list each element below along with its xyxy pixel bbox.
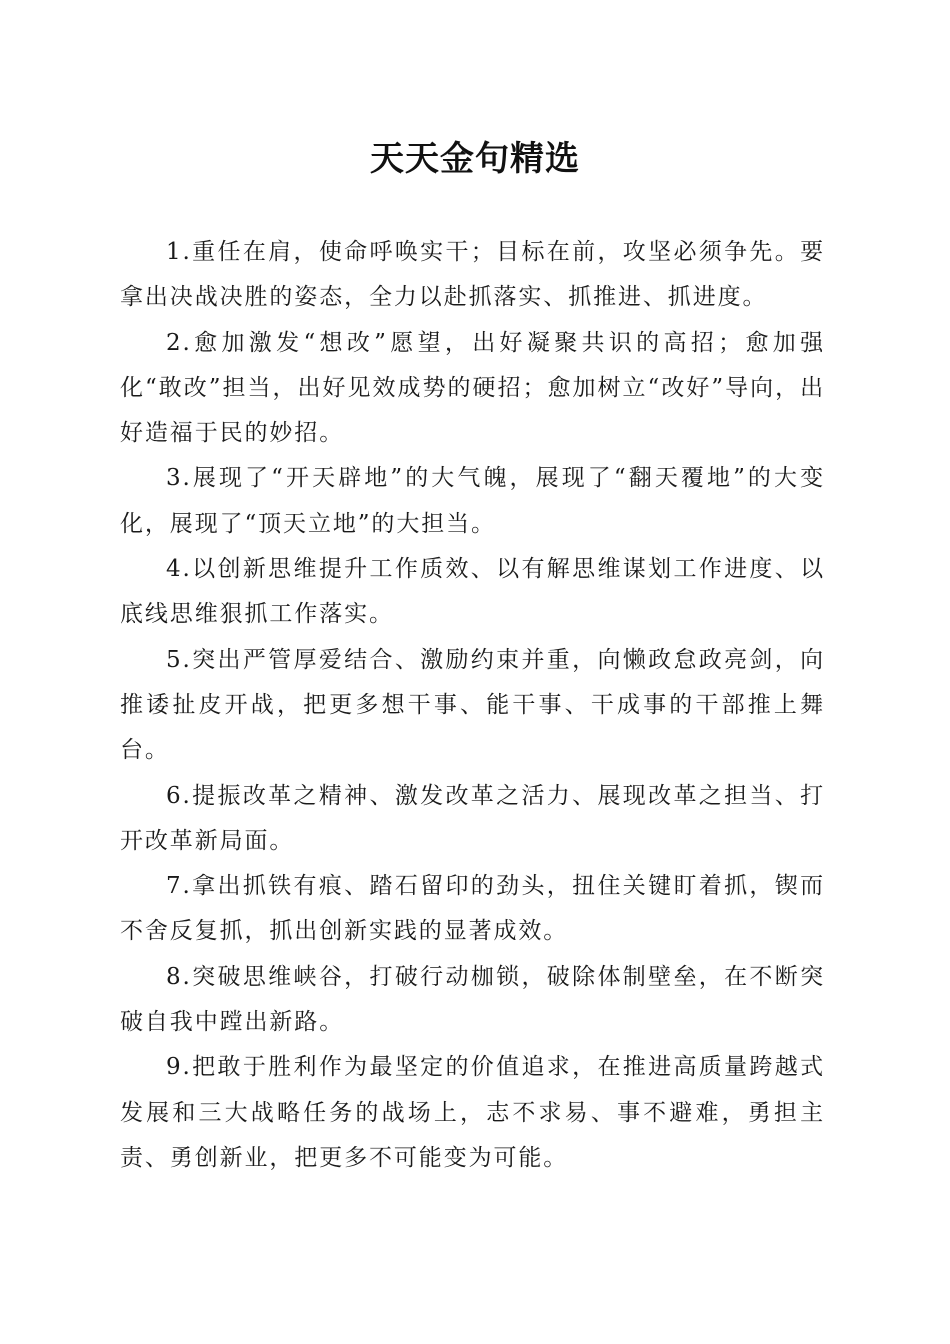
quote-paragraph-9: 9.把敢于胜利作为最坚定的价值追求，在推进高质量跨越式发展和三大战略任务的战场上，志不求易、事不避难，勇担主责、勇创新业，把更多不可能变为可能。 — [120, 1054, 825, 1171]
document-title: 天天金句精选 — [370, 139, 580, 179]
quote-paragraph-3: 3.展现了“开天辟地”的大气魄，展现了“翻天覆地”的大变化，展现了“顶天立地”的大担当。 — [120, 465, 825, 537]
document-body — [120, 230, 825, 1181]
quote-paragraph-4: 4.以创新思维提升工作质效、以有解思维谋划工作进度、以底线思维狠抓工作落实。 — [120, 556, 825, 628]
quote-paragraph-7: 7.拿出抓铁有痕、踏石留印的劲头，扭住关键盯着抓，锲而不舍反复抓，抓出创新实践的显著成效。 — [120, 873, 825, 945]
quote-paragraph-2: 2.愈加激发“想改”愿望，出好凝聚共识的高招；愈加强化“敢改”担当，出好见效成势的硬招；愈加树立“改好”导向，出好造福于民的妙招。 — [120, 329, 825, 447]
quote-paragraph-5: 5.突出严管厚爱结合、激励约束并重，向懒政怠政亮剑，向推诿扯皮开战，把更多想干事、能干事、干成事的干部推上舞台。 — [120, 646, 825, 764]
quote-paragraph-8: 8.突破思维峡谷，打破行动枷锁，破除体制壁垒，在不断突破自我中蹚出新路。 — [120, 963, 825, 1036]
quote-paragraph-6: 6.提振改革之精神、激发改革之活力、展现改革之担当、打开改革新局面。 — [120, 782, 825, 854]
quote-paragraph-1: 1.重任在肩，使命呼唤实干；目标在前，攻坚必须争先。要拿出决战决胜的姿态，全力以赴抓落实、抓推进、抓进度。 — [120, 239, 825, 311]
